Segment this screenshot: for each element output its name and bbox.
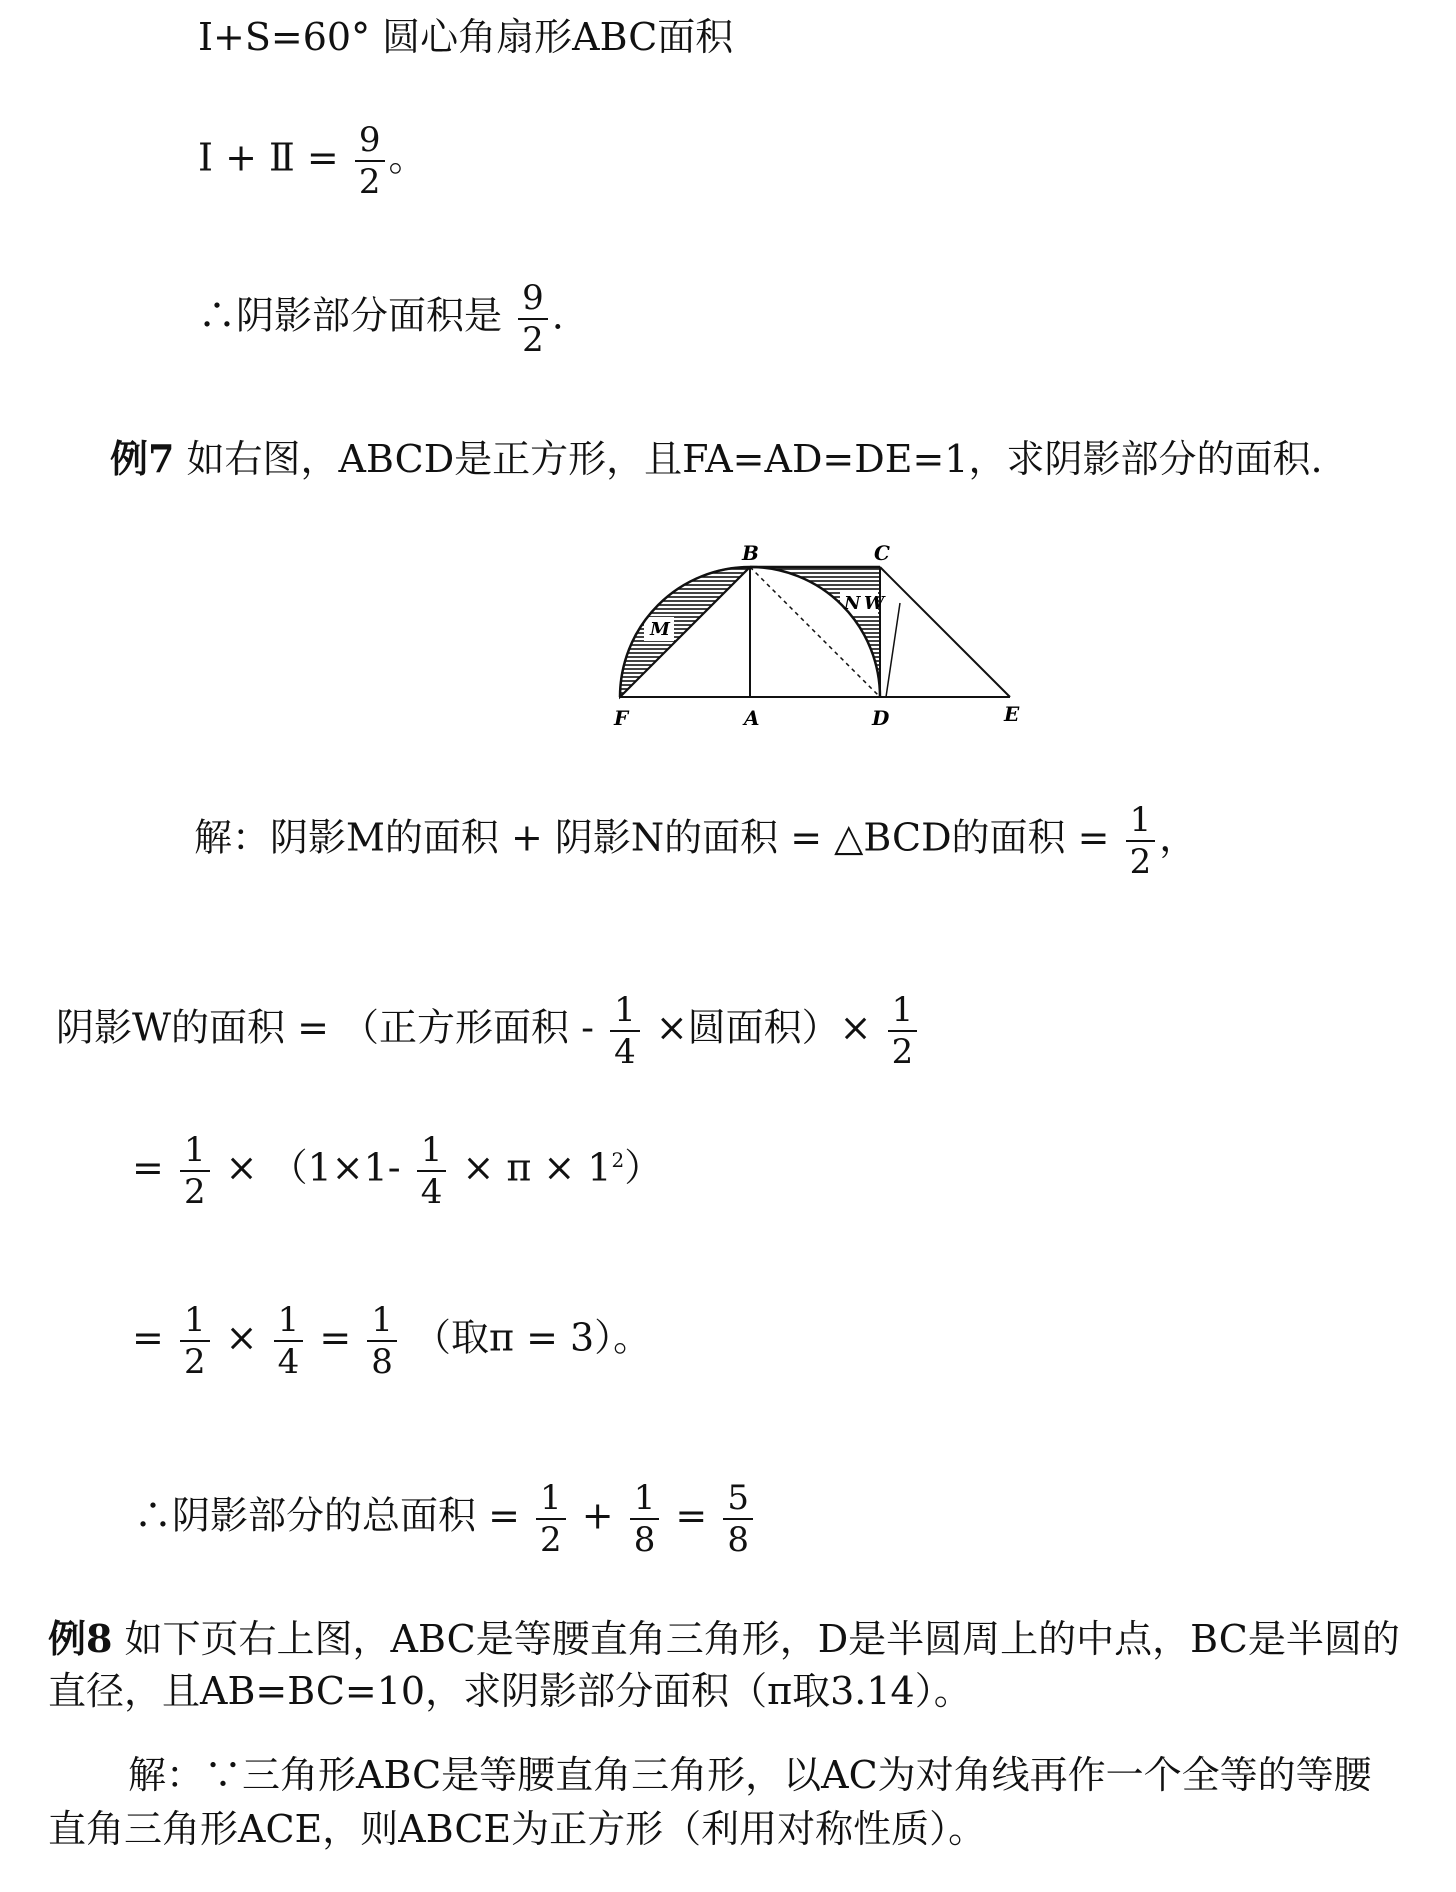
fraction-denominator: 2 <box>183 1172 206 1212</box>
example8-solution-line2 <box>48 1806 986 1852</box>
fraction <box>536 1478 566 1560</box>
example7-heading <box>110 436 1323 482</box>
fraction-numerator: 9 <box>355 120 385 162</box>
solution-text: （取π = 3）。 <box>413 1315 652 1360</box>
solution-text: 解：阴影M的面积 + 阴影N的面积 = △BCD的面积 = <box>194 815 1110 860</box>
punctuation: ） <box>624 1145 663 1190</box>
fraction-numerator: 1 <box>610 990 640 1032</box>
label-d: D <box>872 706 890 730</box>
fraction-denominator: 2 <box>540 1520 562 1560</box>
example7-solution-line5 <box>134 1478 757 1560</box>
example7-solution-line2 <box>56 990 921 1072</box>
fraction <box>610 990 640 1072</box>
example8-solution-text: 解：∵三角形ABC是等腰直角三角形，以AC为对角线再作一个全等的等腰 <box>128 1753 1372 1797</box>
one-plus-two-text: Ⅰ + Ⅱ = <box>198 135 339 180</box>
label-m: M <box>650 619 670 640</box>
fraction-denominator: 2 <box>522 320 544 360</box>
label-a: A <box>744 706 760 730</box>
solution-text: 阴影W的面积 = （正方形面积 - <box>56 1005 594 1050</box>
solution-text: × π × 1 <box>462 1145 612 1190</box>
example8-text: 如下页右上图，ABC是等腰直角三角形，D是半圆周上的中点，BC是半圆的 <box>124 1617 1400 1661</box>
fraction <box>180 1300 210 1382</box>
fraction-numerator: 1 <box>180 1130 210 1172</box>
fraction-numerator: 1 <box>180 1300 210 1342</box>
example7-text: 如右图，ABCD是正方形，且FA=AD=DE=1，求阴影部分的面积. <box>186 437 1323 481</box>
fraction-numerator: 1 <box>417 1130 447 1172</box>
label-n: N <box>844 593 861 614</box>
fraction-denominator: 2 <box>358 162 381 202</box>
sector-area-text: Ⅰ+S=60° 圆心角扇形ABC面积 <box>198 15 734 59</box>
fraction-numerator: 9 <box>518 278 548 320</box>
label-f: F <box>614 706 629 730</box>
fraction-nine-halves <box>355 120 385 202</box>
fraction-nine-halves-2 <box>518 278 548 360</box>
fraction <box>367 1300 397 1382</box>
label-e: E <box>1004 702 1020 726</box>
exponent: 2 <box>611 1147 625 1172</box>
label-w: W <box>864 593 885 614</box>
example8-heading-line1 <box>48 1616 1400 1662</box>
fraction-denominator: 2 <box>891 1032 914 1072</box>
operator: + <box>581 1493 614 1538</box>
fraction <box>274 1300 304 1382</box>
example8-text: 直径，且AB=BC=10，求阴影部分面积（π取3.14）。 <box>48 1669 972 1713</box>
example7-figure <box>600 535 1040 740</box>
fraction-denominator: 4 <box>277 1342 300 1382</box>
line-one-plus-two <box>198 120 427 202</box>
fraction-numerator: 1 <box>888 990 918 1032</box>
fraction-numerator: 1 <box>1126 800 1156 842</box>
label-b: B <box>742 541 759 565</box>
fraction-denominator: 4 <box>420 1172 443 1212</box>
fraction-numerator: 1 <box>536 1478 566 1520</box>
example7-solution-line3 <box>132 1130 662 1212</box>
punctuation: 。 <box>388 135 427 180</box>
fraction-numerator: 1 <box>630 1478 660 1520</box>
example8-solution-line1 <box>128 1752 1372 1798</box>
operator: × <box>225 1315 258 1360</box>
fraction-denominator: 4 <box>614 1032 636 1072</box>
example8-label: 例8 <box>48 1616 113 1661</box>
fraction-numerator: 1 <box>367 1300 397 1342</box>
fraction <box>630 1478 660 1560</box>
punctuation: ， <box>1159 815 1198 860</box>
fraction-numerator: 5 <box>723 1478 753 1520</box>
solution-text: × （1×1- <box>225 1145 401 1190</box>
operator: = <box>675 1493 708 1538</box>
fraction <box>1126 800 1156 882</box>
example7-solution-line4 <box>132 1300 651 1382</box>
example7-solution-line1 <box>194 800 1197 882</box>
line-sector-area <box>198 14 733 60</box>
example7-label: 例7 <box>110 436 175 481</box>
fraction-denominator: 8 <box>371 1342 393 1382</box>
fraction-denominator: 8 <box>727 1520 749 1560</box>
fraction-denominator: 8 <box>633 1520 656 1560</box>
label-c: C <box>874 541 890 565</box>
fraction-denominator: 2 <box>183 1342 206 1382</box>
fraction-numerator: 1 <box>274 1300 304 1342</box>
fraction <box>180 1130 210 1212</box>
fraction-denominator: 2 <box>1129 842 1152 882</box>
line-shaded-area-result <box>198 278 564 360</box>
solution-text: ×圆面积）× <box>655 1005 872 1050</box>
fraction <box>417 1130 447 1212</box>
solution-text: ∴阴影部分的总面积 = <box>134 1493 520 1538</box>
operator: = <box>319 1315 352 1360</box>
example8-heading-line2 <box>48 1668 972 1714</box>
equals-sign: = <box>132 1315 164 1360</box>
example8-solution-text: 直角三角形ACE，则ABCE为正方形（利用对称性质）。 <box>48 1807 987 1851</box>
equals-sign: = <box>132 1145 164 1190</box>
fraction <box>723 1478 753 1560</box>
fraction <box>888 990 918 1072</box>
punctuation: . <box>551 293 564 338</box>
shaded-area-text: ∴阴影部分面积是 <box>198 293 503 338</box>
